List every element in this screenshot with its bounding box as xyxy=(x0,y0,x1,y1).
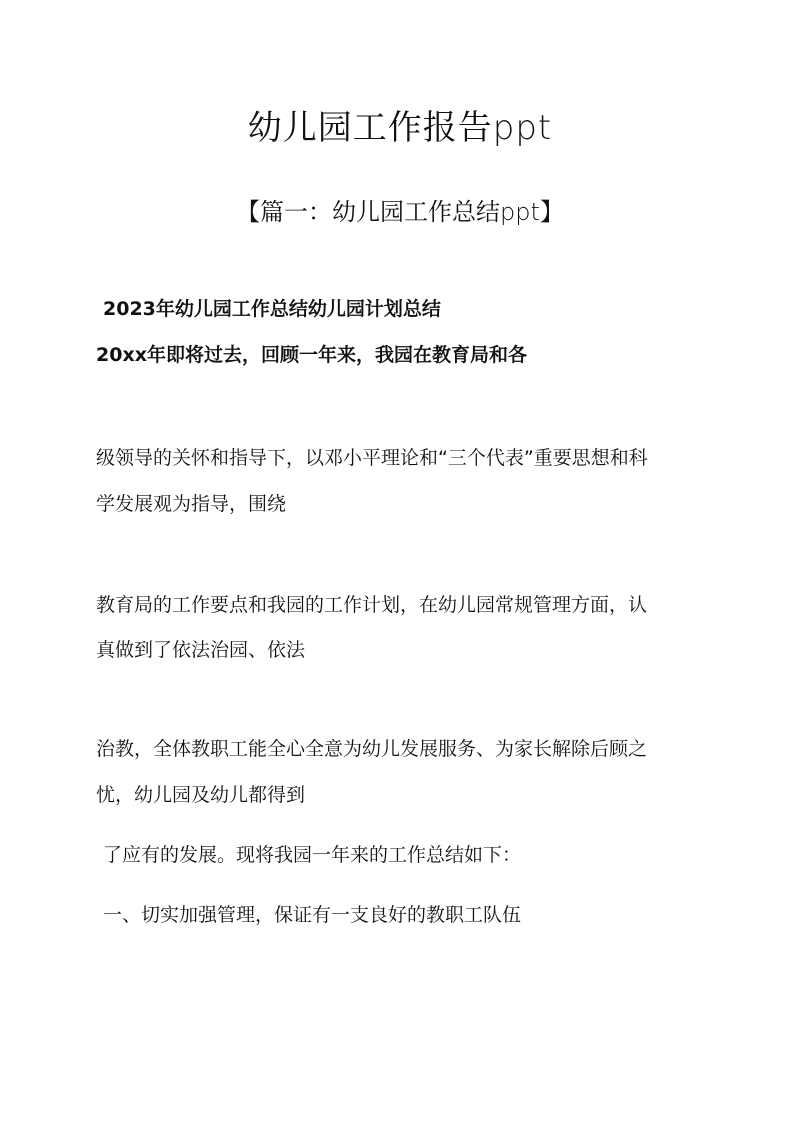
body-line-3: 级领导的关怀和指导下，以邓小平理论和“三个代表”重要思想和科 xyxy=(96,447,648,469)
document-title: 幼儿园工作报告ppt xyxy=(247,108,553,148)
body-line-6: 真做到了依法治园、依法 xyxy=(96,639,306,661)
body-line-9: 了应有的发展。现将我园一年来的工作总结如下： xyxy=(103,844,522,866)
body-line-4: 学发展观为指导，围绕 xyxy=(96,493,287,515)
body-line-2: 20xx年即将过去，回顾一年来，我园在教育局和各 xyxy=(96,344,527,366)
document-subtitle: 【篇一：幼儿园工作总结ppt】 xyxy=(236,198,564,226)
body-line-8: 忧，幼儿园及幼儿都得到 xyxy=(96,784,306,806)
body-line-7: 治教，全体教职工能全心全意为幼儿发展服务、为家长解除后顾之 xyxy=(96,738,648,760)
body-line-1: 2023年幼儿园工作总结幼儿园计划总结 xyxy=(103,298,441,320)
body-line-5: 教育局的工作要点和我园的工作计划，在幼儿园常规管理方面，认 xyxy=(96,594,648,616)
body-line-10: 一、切实加强管理，保证有一支良好的教职工队伍 xyxy=(103,904,522,926)
